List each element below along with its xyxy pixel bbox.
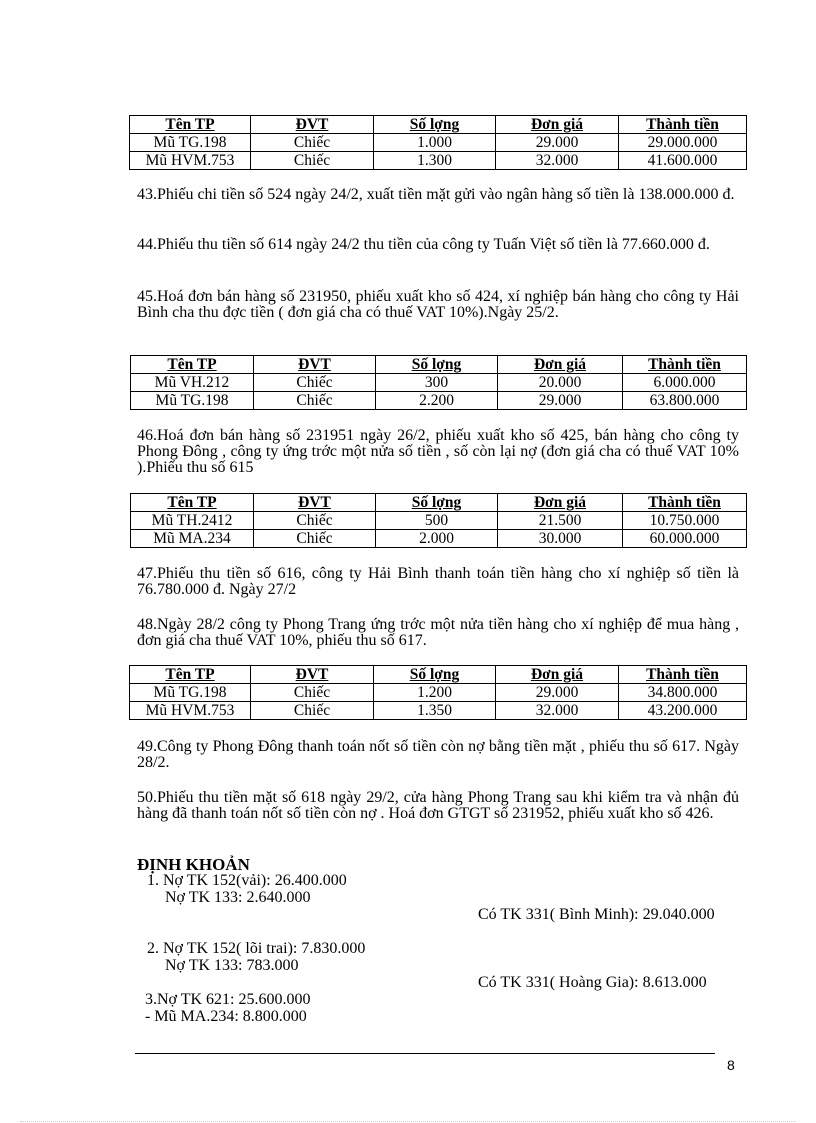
page-bottom-edge (20, 1121, 796, 1122)
header-unit-price: Đơn giá (498, 356, 623, 374)
cell-unit: Chiếc (251, 684, 374, 702)
cell-product-name: Mũ TG.198 (130, 134, 251, 152)
header-product-name: Tên TP (130, 666, 251, 684)
table-header-row (131, 356, 747, 374)
cell-quantity: 2.200 (376, 392, 498, 410)
cell-unit-price: 29.000 (498, 392, 623, 410)
table-header-row (130, 666, 747, 684)
table-row (131, 374, 747, 392)
cell-unit: Chiếc (254, 530, 376, 548)
table-header-row (131, 494, 747, 512)
cell-unit-price: 30.000 (498, 530, 623, 548)
cell-amount: 41.600.000 (619, 152, 747, 170)
cell-unit: Chiếc (254, 392, 376, 410)
product-table-2 (130, 355, 747, 410)
cell-amount: 34.800.000 (619, 684, 747, 702)
paragraph-49: 49.Công ty Phong Đông thanh toán nốt số tiền còn nợ bằng tiền mặt , phiếu thu số 617. Ngày 28/2. (137, 738, 739, 771)
product-table-1 (129, 115, 747, 170)
cell-amount: 63.800.000 (623, 392, 747, 410)
cell-unit-price: 29.000 (496, 684, 619, 702)
header-quantity: Số lợng (376, 356, 498, 374)
cell-unit: Chiếc (254, 374, 376, 392)
header-unit-price: Đơn giá (498, 494, 623, 512)
table-row (131, 392, 747, 410)
header-unit: ĐVT (251, 116, 374, 134)
header-quantity: Số lợng (374, 116, 496, 134)
header-quantity: Số lợng (376, 494, 498, 512)
header-unit: ĐVT (251, 666, 374, 684)
table-row (131, 530, 747, 548)
entry-1-debit: 1. Nợ TK 152(vải): 26.400.000 (147, 872, 347, 889)
section-heading: ĐỊNH KHOẢN (137, 855, 250, 874)
paragraph-47: 47.Phiếu thu tiền số 616, công ty Hải Bình thanh toán tiền hàng cho xí nghiệp số tiền là 76.780.000 đ. Ngày 27/2 (137, 565, 739, 598)
paragraph-48: 48.Ngày 28/2 công ty Phong Trang ứng trớc một nửa tiền hàng cho xí nghiệp để mua hàng , đơn giá cha thuế VAT 10%, phiếu thu số 617. (137, 616, 739, 649)
header-amount: Thành tiền (619, 116, 747, 134)
cell-quantity: 1.000 (374, 134, 496, 152)
table-row (130, 134, 747, 152)
header-product-name: Tên TP (130, 116, 251, 134)
cell-quantity: 1.350 (374, 702, 496, 720)
cell-amount: 43.200.000 (619, 702, 747, 720)
cell-quantity: 2.000 (376, 530, 498, 548)
cell-unit: Chiếc (251, 134, 374, 152)
header-amount: Thành tiền (619, 666, 747, 684)
table-header-row (130, 116, 747, 134)
table-row (130, 152, 747, 170)
table-row (130, 702, 747, 720)
entry-1-credit: Có TK 331( Bình Minh): 29.040.000 (478, 906, 715, 923)
paragraph-46: 46.Hoá đơn bán hàng số 231951 ngày 26/2, phiếu xuất kho số 425, bán hàng cho công ty Phong Đông , công ty ứng trớc một nửa số tiền , số còn lại nợ (đơn giá cha có thuế VAT 10% ).Phiếu thu số 615 (137, 427, 739, 476)
header-amount: Thành tiền (623, 494, 747, 512)
cell-product-name: Mũ HVM.753 (130, 702, 251, 720)
paragraph-43: 43.Phiếu chi tiền số 524 ngày 24/2, xuất tiền mặt gửi vào ngân hàng số tiền là 138.000.000 đ. (137, 186, 735, 203)
cell-product-name: Mũ VH.212 (131, 374, 254, 392)
header-unit: ĐVT (254, 356, 376, 374)
page-number: 8 (727, 1057, 735, 1073)
cell-unit-price: 20.000 (498, 374, 623, 392)
table-row (131, 512, 747, 530)
cell-quantity: 1.300 (374, 152, 496, 170)
entry-2-credit: Có TK 331( Hoàng Gia): 8.613.000 (478, 974, 707, 991)
header-product-name: Tên TP (131, 356, 254, 374)
cell-product-name: Mũ TG.198 (131, 392, 254, 410)
product-table-4 (129, 665, 747, 720)
header-amount: Thành tiền (623, 356, 747, 374)
cell-unit: Chiếc (254, 512, 376, 530)
entry-1-debit-vat: Nợ TK 133: 2.640.000 (165, 889, 311, 906)
cell-product-name: Mũ TH.2412 (131, 512, 254, 530)
header-product-name: Tên TP (131, 494, 254, 512)
header-quantity: Số lợng (374, 666, 496, 684)
entry-2-debit: 2. Nợ TK 152( lõi trai): 7.830.000 (147, 940, 366, 957)
cell-unit-price: 21.500 (498, 512, 623, 530)
cell-unit-price: 32.000 (496, 702, 619, 720)
cell-quantity: 500 (376, 512, 498, 530)
footer-divider (135, 1053, 715, 1054)
cell-amount: 60.000.000 (623, 530, 747, 548)
entry-2-debit-vat: Nợ TK 133: 783.000 (165, 957, 299, 974)
cell-quantity: 1.200 (374, 684, 496, 702)
cell-amount: 29.000.000 (619, 134, 747, 152)
cell-product-name: Mũ TG.198 (130, 684, 251, 702)
cell-product-name: Mũ HVM.753 (130, 152, 251, 170)
header-unit: ĐVT (254, 494, 376, 512)
header-unit-price: Đơn giá (496, 116, 619, 134)
cell-unit-price: 29.000 (496, 134, 619, 152)
cell-unit: Chiếc (251, 702, 374, 720)
entry-3-detail: - Mũ MA.234: 8.800.000 (145, 1008, 307, 1025)
header-unit-price: Đơn giá (496, 666, 619, 684)
cell-amount: 10.750.000 (623, 512, 747, 530)
product-table-3 (130, 493, 747, 548)
cell-quantity: 300 (376, 374, 498, 392)
cell-product-name: Mũ MA.234 (131, 530, 254, 548)
entry-3-debit: 3.Nợ TK 621: 25.600.000 (145, 991, 311, 1008)
cell-unit-price: 32.000 (496, 152, 619, 170)
paragraph-50: 50.Phiếu thu tiền mặt số 618 ngày 29/2, cửa hàng Phong Trang sau khi kiểm tra và nhận đủ hàng đã thanh toán nốt số tiền còn nợ . Hoá đơn GTGT số 231952, phiếu xuất kho số 426. (137, 789, 739, 822)
cell-amount: 6.000.000 (623, 374, 747, 392)
paragraph-45: 45.Hoá đơn bán hàng số 231950, phiếu xuất kho số 424, xí nghiệp bán hàng cho công ty Hải Bình cha thu đợc tiền ( đơn giá cha có thuế VAT 10%).Ngày 25/2. (137, 288, 739, 321)
table-row (130, 684, 747, 702)
cell-unit: Chiếc (251, 152, 374, 170)
paragraph-44: 44.Phiếu thu tiền số 614 ngày 24/2 thu tiền của công ty Tuấn Việt số tiền là 77.660.000 đ. (137, 236, 710, 253)
